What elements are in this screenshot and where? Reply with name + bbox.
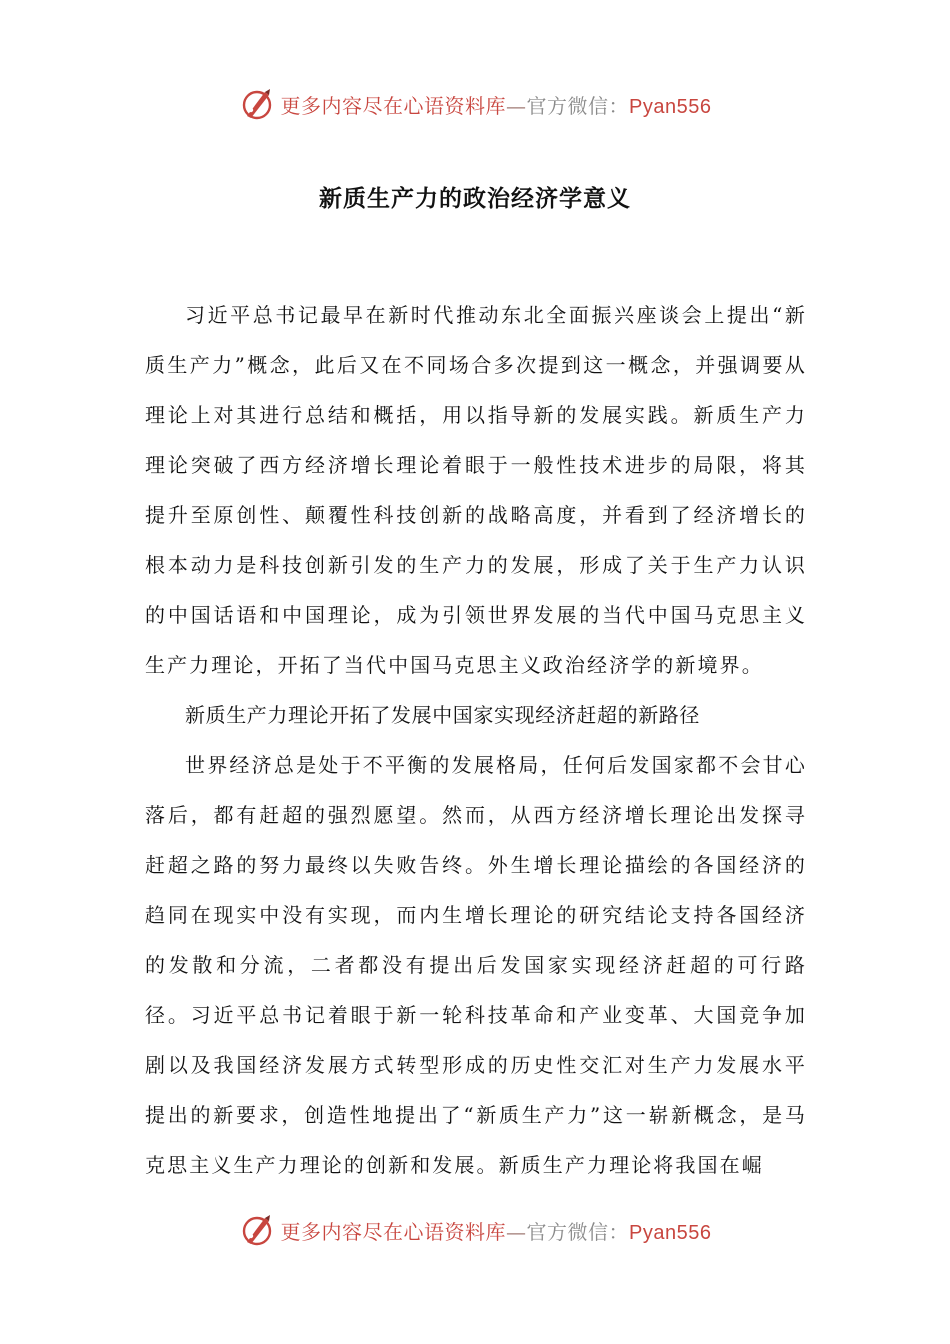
banner-main-text: 更多内容尽在心语资料库 bbox=[280, 1219, 507, 1244]
banner-main-text: 更多内容尽在心语资料库 bbox=[280, 93, 507, 118]
quill-pen-logo-icon bbox=[239, 1212, 275, 1248]
banner-wechat-id: Pyan556 bbox=[629, 95, 712, 118]
paragraph: 世界经济总是处于不平衡的发展格局，任何后发国家都不会甘心落后，都有赶超的强烈愿望。然而，从西方经济增长理论出发探寻赶超之路的努力最终以失败告终。外生增长理论描绘的各国经济的趋同在现实中没有实现，而内生增长理论的研究结论支持各国经济的发散和分流，二者都没有提出后发国家实现经济赶超的可行路径。习近平总书记着眼于新一轮科技革命和产业变革、大国竞争加剧以及我国经济发展方式转型形成的历史性交汇对生产力发展水平提出的新要求，创造性地提出了“新质生产力”这一崭新概念，是马克思主义生产力理论的创新和发展。新质生产力理论将我国在崛 bbox=[145, 753, 807, 1177]
document-body bbox=[145, 290, 807, 1190]
section-heading: 新质生产力理论开拓了发展中国家实现经济赶超的新路径 bbox=[185, 703, 700, 727]
banner-dash: — bbox=[506, 1219, 527, 1244]
banner-wechat-id: Pyan556 bbox=[629, 1221, 712, 1244]
banner-text bbox=[281, 1216, 712, 1245]
footer-banner bbox=[0, 1210, 950, 1250]
banner-dash: — bbox=[506, 93, 527, 118]
paragraph: 习近平总书记最早在新时代推动东北全面振兴座谈会上提出“新质生产力”概念，此后又在不同场合多次提到这一概念，并强调要从理论上对其进行总结和概括，用以指导新的发展实践。新质生产力理论突破了西方经济增长理论着眼于一般性技术进步的局限，将其提升至原创性、颠覆性科技创新的战略高度，并看到了经济增长的根本动力是科技创新引发的生产力的发展，形成了关于生产力认识的中国话语和中国理论，成为引领世界发展的当代中国马克思主义生产力理论，开拓了当代中国马克思主义政治经济学的新境界。 bbox=[145, 303, 807, 677]
banner-text bbox=[281, 90, 712, 119]
banner-official-label: 官方微信： bbox=[526, 93, 630, 118]
header-banner bbox=[0, 84, 950, 124]
quill-pen-logo-icon bbox=[239, 86, 275, 122]
document-title: 新质生产力的政治经济学意义 bbox=[319, 186, 631, 212]
banner-official-label: 官方微信： bbox=[526, 1219, 630, 1244]
